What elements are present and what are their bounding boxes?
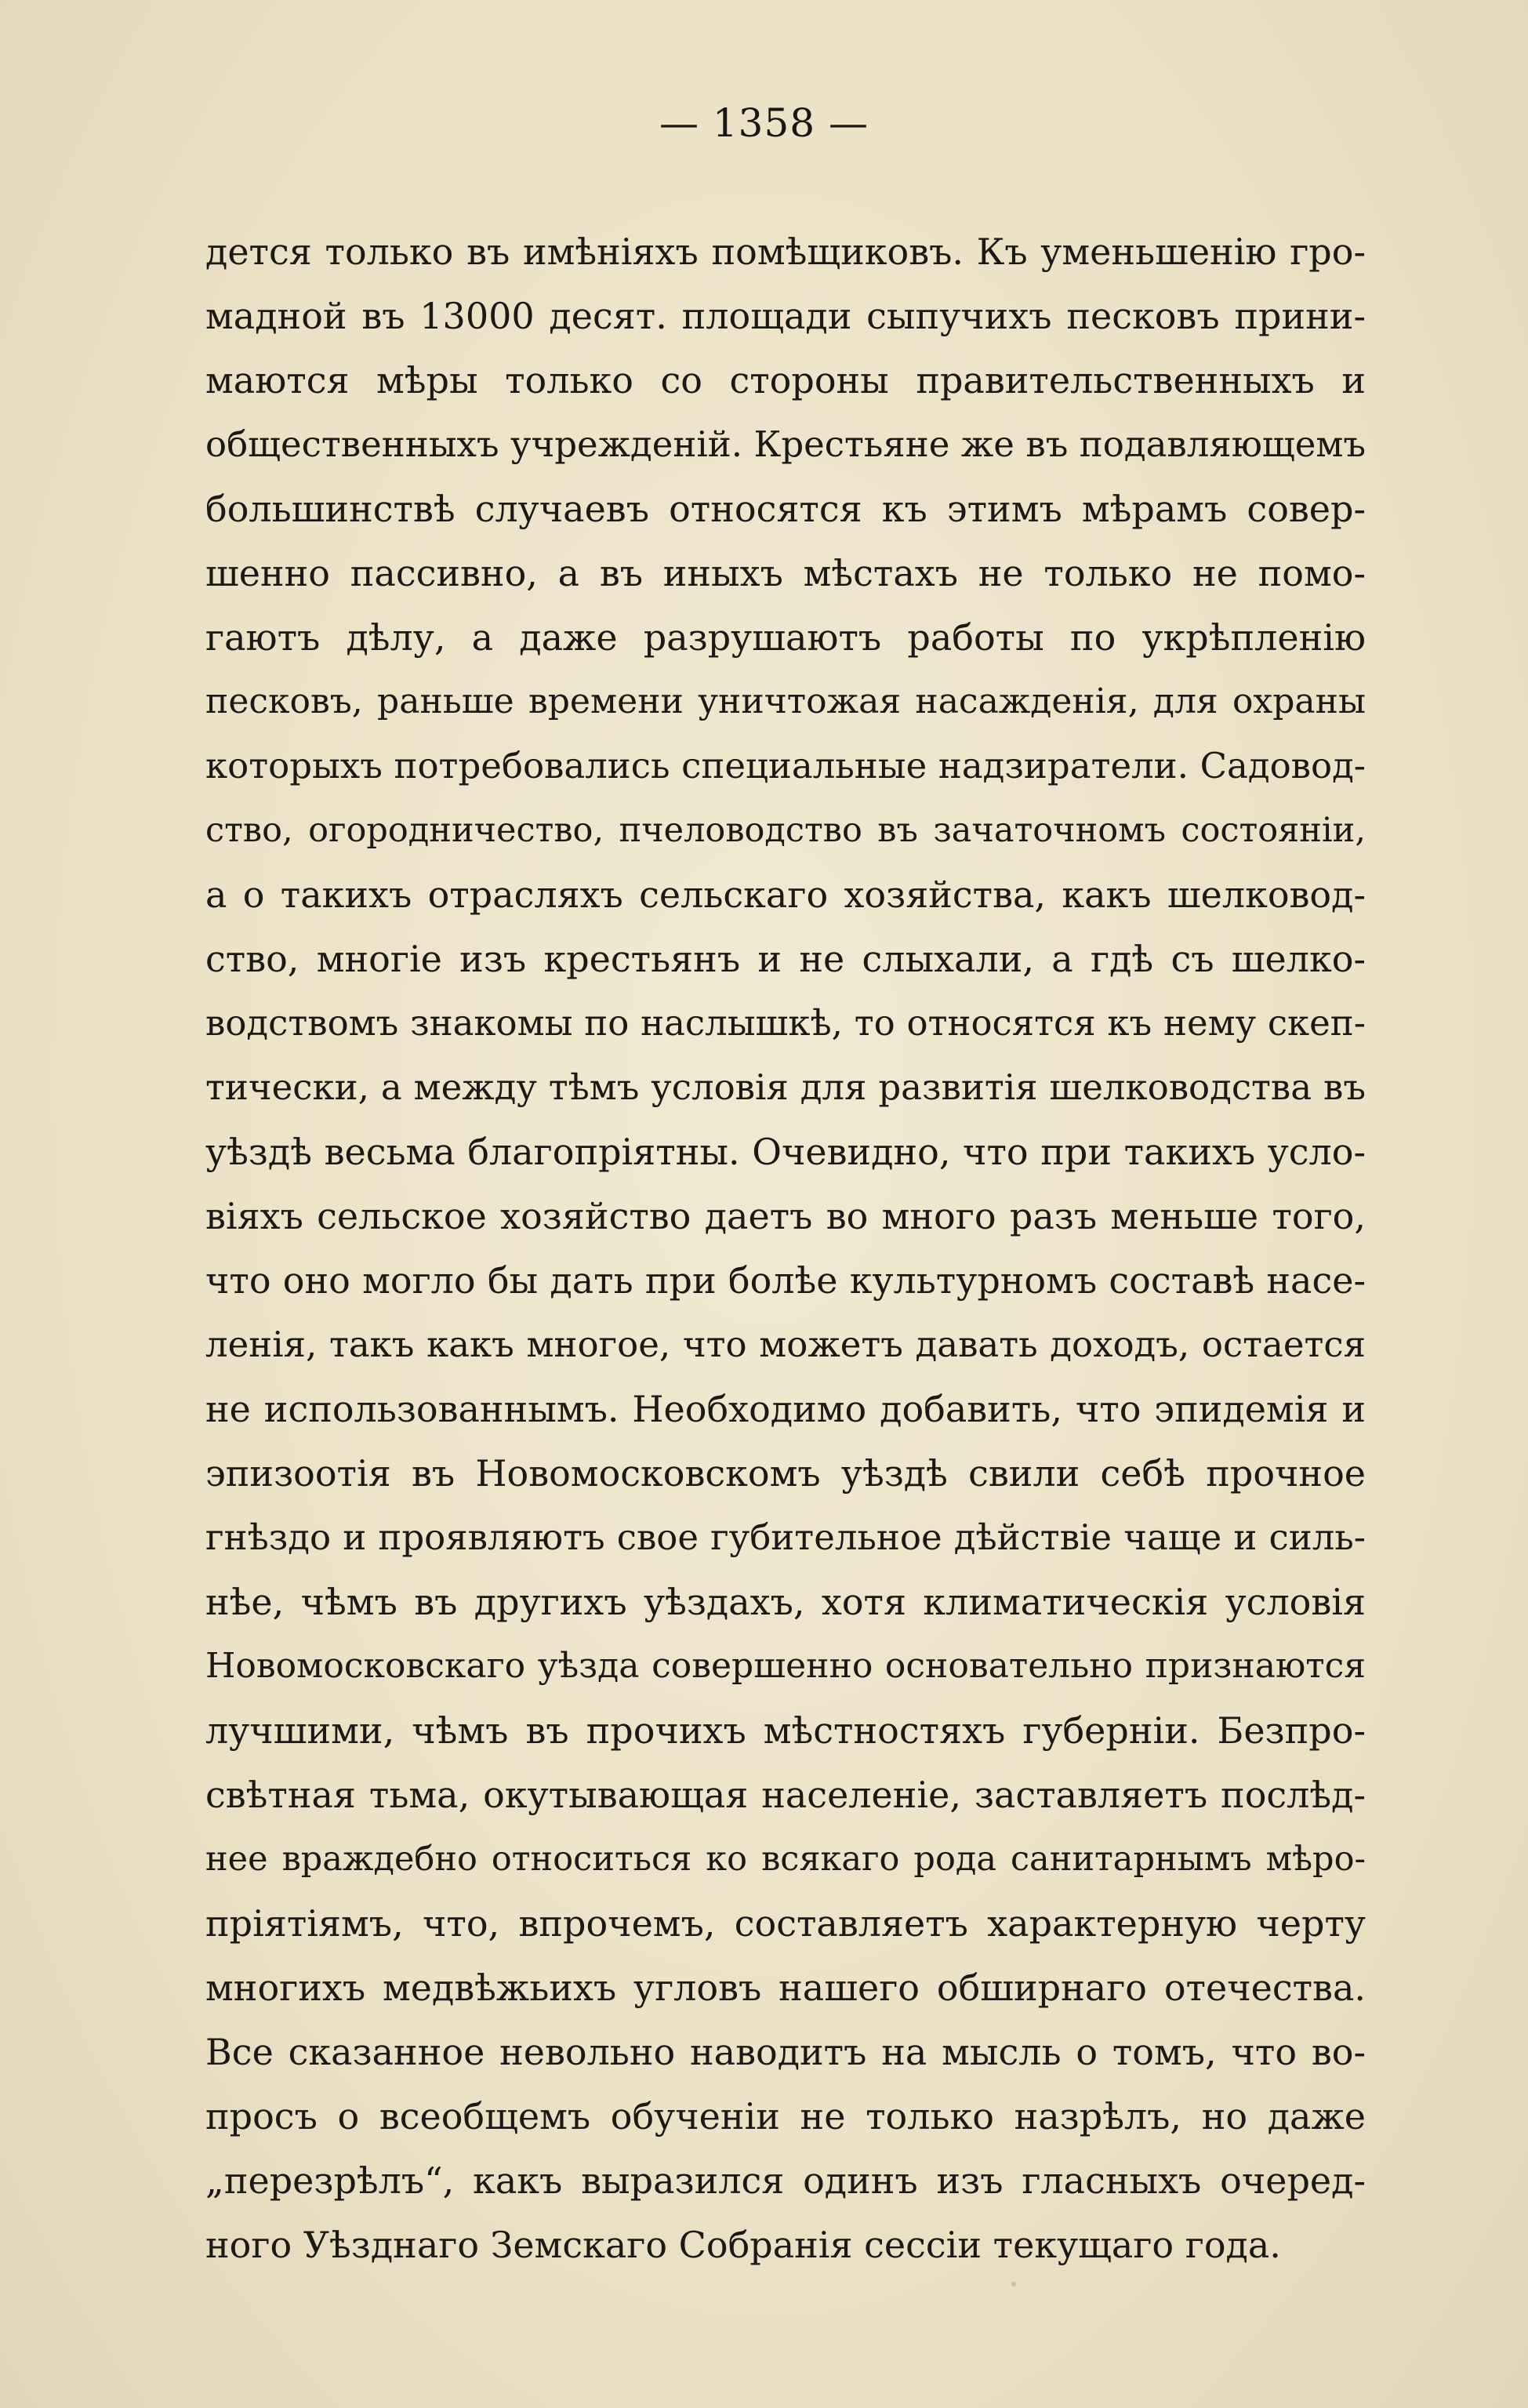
text-line: общественныхъ учрежденій. Крестьяне же въ подавляющемъ xyxy=(205,423,1366,465)
text-line: многихъ медвѣжьихъ угловъ нашего обширнаго отечества. xyxy=(205,1967,1366,2009)
text-line: гнѣздо и проявляютъ свое губительное дѣйствіе чаще и силь- xyxy=(205,1516,1366,1558)
text-line: маются мѣры только со стороны правительственныхъ и xyxy=(205,359,1366,401)
text-line: ство, огородничество, пчеловодство въ зачаточномъ состояніи, xyxy=(205,811,1366,850)
text-line: эпизоотія въ Новомосковскомъ уѣздѣ свили себѣ прочное xyxy=(205,1452,1366,1495)
text-line: уѣздѣ весьма благопріятны. Очевидно, что при такихъ усло- xyxy=(205,1131,1366,1173)
text-line: тически, а между тѣмъ условія для развитія шелководства въ xyxy=(205,1066,1366,1108)
text-line: просъ о всеобщемъ обученіи не только назрѣлъ, но даже xyxy=(205,2095,1366,2137)
text-line: нее враждебно относиться ко всякаго рода санитарнымъ мѣро- xyxy=(205,1840,1366,1879)
text-line: что оно могло бы дать при болѣе культурномъ составѣ насе- xyxy=(205,1259,1366,1302)
text-line: свѣтная тьма, окутывающая населеніе, заставляетъ послѣд- xyxy=(205,1774,1366,1816)
text-line: песковъ, раньше времени уничтожая насажденія, для охраны xyxy=(205,681,1366,721)
text-line: шенно пассивно, а въ иныхъ мѣстахъ не только не помо- xyxy=(205,552,1366,594)
text-line-last: ного Уѣзднаго Земскаго Собранія сессіи текущаго года. xyxy=(205,2224,1281,2266)
text-line: гаютъ дѣлу, а даже разрушаютъ работы по укрѣпленію xyxy=(205,616,1366,659)
text-line: дется только въ имѣніяхъ помѣщиковъ. Къ уменьшенію гро- xyxy=(205,231,1366,273)
text-line: а о такихъ отрасляхъ сельскаго хозяйства, какъ шелковод- xyxy=(205,873,1366,916)
text-line: мадной въ 13000 десят. площади сыпучихъ песковъ прини- xyxy=(205,295,1366,337)
text-line: которыхъ потребовались специальные надзиратели. Садовод- xyxy=(205,745,1366,786)
text-line: водствомъ знакомы по наслышкѣ, то относятся къ нему скеп- xyxy=(205,1002,1366,1044)
text-line: не использованнымъ. Необходимо добавить, что эпидемія и xyxy=(205,1388,1366,1430)
text-line: лучшими, чѣмъ въ прочихъ мѣстностяхъ губерніи. Безпро- xyxy=(205,1709,1366,1752)
body-text xyxy=(205,220,1366,2277)
text-line: віяхъ сельское хозяйство даетъ во много разъ меньше того, xyxy=(205,1195,1366,1237)
text-line: пріятіямъ, что, впрочемъ, составляетъ характерную черту xyxy=(205,1902,1366,1945)
text-line: ленія, такъ какъ многое, что можетъ давать доходъ, остается xyxy=(205,1324,1366,1365)
text-line: Новомосковскаго уѣзда совершенно основательно признаются xyxy=(205,1646,1366,1686)
text-line: Все сказанное невольно наводитъ на мысль о томъ, что во- xyxy=(205,2031,1366,2073)
paper-speck xyxy=(1011,2282,1016,2286)
text-line: нѣе, чѣмъ въ другихъ уѣздахъ, хотя климатическія условія xyxy=(205,1581,1366,1623)
text-line: „перезрѣлъ“, какъ выразился одинъ изъ гласныхъ очеред- xyxy=(205,2159,1366,2202)
page-number: — 1358 — xyxy=(659,100,869,146)
text-line: ство, многіе изъ крестьянъ и не слыхали, а гдѣ съ шелко- xyxy=(205,938,1366,980)
text-line: большинствѣ случаевъ относятся къ этимъ мѣрамъ совер- xyxy=(205,488,1366,530)
